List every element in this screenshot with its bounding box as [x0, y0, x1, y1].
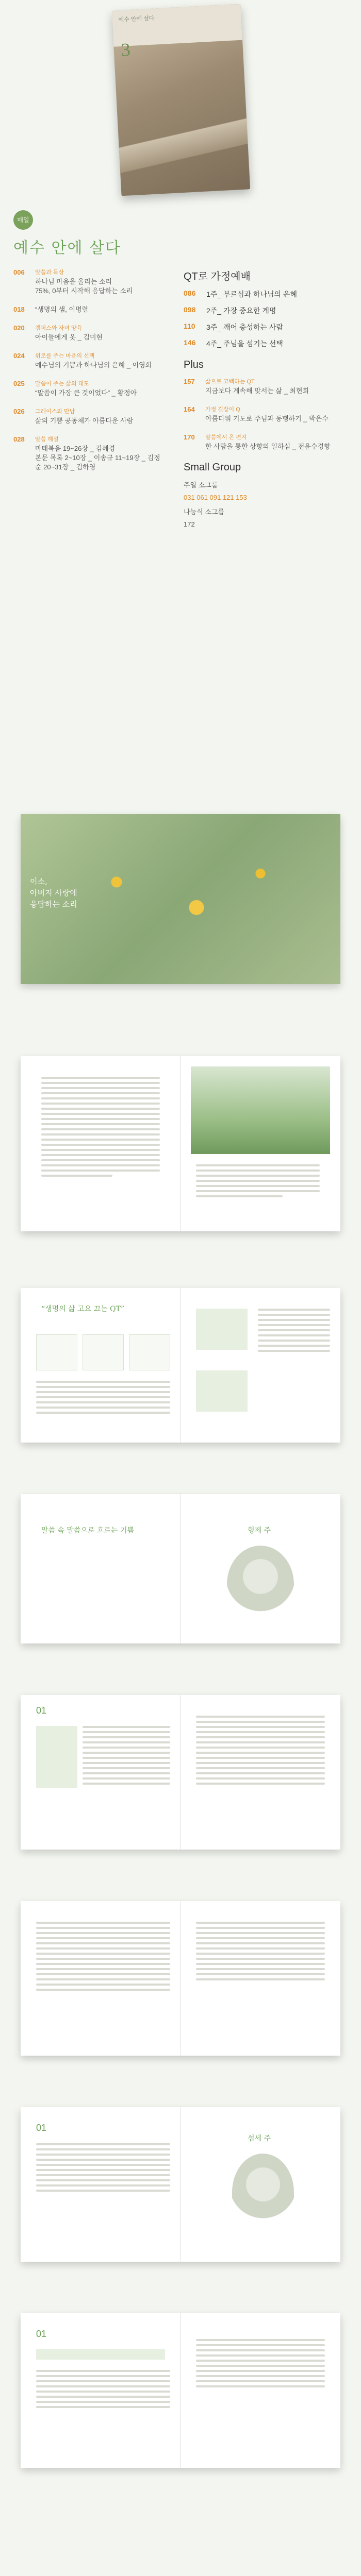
flower-photo [21, 814, 340, 984]
qt-entry[interactable] [184, 306, 349, 316]
spread-quote: 이소, 아버지 사랑에 응답하는 소리 [30, 877, 77, 909]
entry-category: 삶으로 고백하는 QT [205, 379, 255, 385]
qt-entry[interactable] [184, 289, 349, 299]
small-group-label: 주일 소그룹 [184, 481, 218, 489]
lesson-number: 01 [36, 2329, 47, 2339]
spread-title: 말씀 속 말씀으로 흐르는 기쁨 [41, 1527, 135, 1535]
entry-category: 가정 길잡이 Q [205, 406, 240, 413]
toc-left-column [13, 268, 163, 481]
spread-heading: 섬세 주 [248, 2134, 271, 2143]
page-number: 025 [13, 380, 25, 387]
qt-worship-heading: QT로 가정예배 [184, 271, 251, 282]
step-card [36, 1334, 77, 1370]
entry-title: 1주_ 부르심과 하나님의 은혜 [206, 290, 298, 298]
spread-lesson-2 [21, 2107, 340, 2262]
page-number: 157 [184, 378, 195, 385]
entry-category: 위로를 주는 마음의 선택 [35, 353, 95, 359]
entry-category: 그레이스와 만남 [35, 409, 75, 415]
spread-flower [21, 814, 340, 984]
plus-entry[interactable] [184, 433, 349, 451]
spread-heading: 형제 주 [248, 1527, 271, 1535]
entry-title: 아름다워 기도로 주님과 동행하기 _ 박은수 [205, 415, 329, 422]
spread-body [21, 1901, 340, 2056]
entry-title: 지금보다 계속해 맞서는 삶 _ 최현희 [205, 387, 309, 395]
diagram-box [196, 1309, 248, 1350]
entry-title: 한 사람을 통한 상향의 일하심 _ 전윤수경향 [205, 443, 331, 450]
small-group-row: 172 [184, 520, 195, 528]
entry-category: 말씀이 주는 삶의 태도 [35, 381, 89, 387]
step-card [129, 1334, 170, 1370]
entry-sub: 75%, 0부터 시작해 응답하는 소리 [35, 287, 133, 295]
gutter [180, 1288, 181, 1443]
page-number: 098 [184, 306, 196, 314]
small-group-heading: Small Group [184, 462, 241, 473]
entry-title: 2주_ 가장 중요한 계명 [206, 307, 276, 315]
entry-category: 말씀과 묵상 [35, 269, 64, 276]
page-number: 024 [13, 352, 25, 360]
step-card [83, 1334, 124, 1370]
page-number: 110 [184, 322, 195, 330]
page-number: 086 [184, 289, 196, 297]
cover-label: 예수 안에 살다 [112, 4, 242, 47]
figure-sketch [232, 2154, 294, 2231]
plus-heading: Plus [184, 359, 204, 370]
figure-sketch [227, 1546, 294, 1623]
toc-entry[interactable] [13, 407, 163, 426]
toc-entry[interactable] [13, 435, 163, 472]
small-group-pages: 031 061 091 121 153 [184, 494, 247, 501]
spread-lesson-3 [21, 2313, 340, 2468]
page-number: 020 [13, 324, 25, 332]
entry-title: 아이들에게 옷 _ 김미현 [35, 333, 103, 341]
entry-category: 캠퍼스와 자녀 양육 [35, 325, 83, 331]
page-number: 018 [13, 306, 25, 313]
entry-title: 예수님의 기쁨과 하나님의 은혜 _ 이영희 [35, 361, 152, 369]
entry-title: 4주_ 주님을 섬기는 선택 [206, 340, 283, 348]
page-number: 026 [13, 408, 25, 415]
grass-photo [191, 1066, 330, 1154]
entry-title: 마태복음 19~26장 _ 김혜경 [35, 445, 116, 452]
cover-landscape [117, 107, 249, 175]
cover-issue-number: 3 [120, 39, 131, 60]
spread-lesson [21, 1695, 340, 1850]
sidebar-box [36, 1726, 77, 1788]
entry-title: 삶의 기쁨 공동체가 아름다운 사람 [35, 417, 134, 425]
toc-entry[interactable] [13, 351, 163, 370]
gutter [180, 1901, 181, 2056]
body-text [83, 1726, 170, 1788]
page-number: 028 [13, 435, 25, 443]
plus-entry[interactable] [184, 377, 349, 396]
plus-entry[interactable] [184, 405, 349, 423]
diagram-box [196, 1370, 248, 1412]
page-number: 146 [184, 338, 196, 347]
body-text [196, 2339, 325, 2391]
gutter [180, 2313, 181, 2468]
entry-category: 말씀에서 온 편지 [205, 434, 247, 440]
body-text [41, 1077, 160, 1180]
body-text [36, 2370, 170, 2411]
hero-section [0, 0, 361, 201]
brand-badge: 매일 [13, 210, 33, 230]
spread-title: “생명의 삶 고요 끄는 QT” [41, 1305, 125, 1313]
small-group-row: 나눔식 소그룹 [184, 508, 224, 516]
body-text [258, 1309, 330, 1355]
qt-entry[interactable] [184, 322, 349, 332]
page-number: 164 [184, 405, 195, 413]
spread-sketch [21, 1494, 340, 1643]
entry-sub: 본문 목록 2~10장 _ 이송규 11~19장 _ 김정순 20~31장 _ 김하영 [35, 454, 160, 471]
brand-title: 예수 안에 살다 [13, 239, 121, 257]
entry-title: 3주_ 깨어 충성하는 사람 [206, 323, 283, 331]
qt-entry[interactable] [184, 338, 349, 349]
lesson-number: 01 [36, 2123, 47, 2133]
entry-title: “생명의 샘, 이명렬 [35, 306, 89, 313]
body-text [196, 1164, 320, 1200]
spread-qt-intro [21, 1288, 340, 1443]
entry-category: 말씀 해설 [35, 436, 59, 443]
toc-entry[interactable] [13, 379, 163, 398]
spread-article [21, 1056, 340, 1231]
heading-bar [36, 2349, 165, 2360]
body-text [36, 1922, 170, 1994]
toc-right-column [184, 268, 349, 532]
gutter [180, 1056, 181, 1231]
body-text [196, 1716, 325, 1788]
body-text [36, 2143, 170, 2195]
gutter [180, 2107, 181, 2262]
gutter [180, 1494, 181, 1643]
gutter [180, 1695, 181, 1850]
magazine-cover [112, 4, 250, 196]
lesson-number: 01 [36, 1705, 47, 1716]
page-number: 170 [184, 433, 195, 441]
toc-entry[interactable] [13, 324, 163, 342]
entry-title: “말씀이 가장 큰 것이었다” _ 황정아 [35, 389, 137, 397]
entry-title: 하나님 마음을 울리는 소리 [35, 278, 112, 285]
body-text [36, 1381, 170, 1417]
body-text [196, 1922, 325, 1984]
toc-entry[interactable] [13, 268, 163, 296]
toc-entry[interactable] [13, 305, 163, 314]
page-number: 006 [13, 268, 25, 276]
